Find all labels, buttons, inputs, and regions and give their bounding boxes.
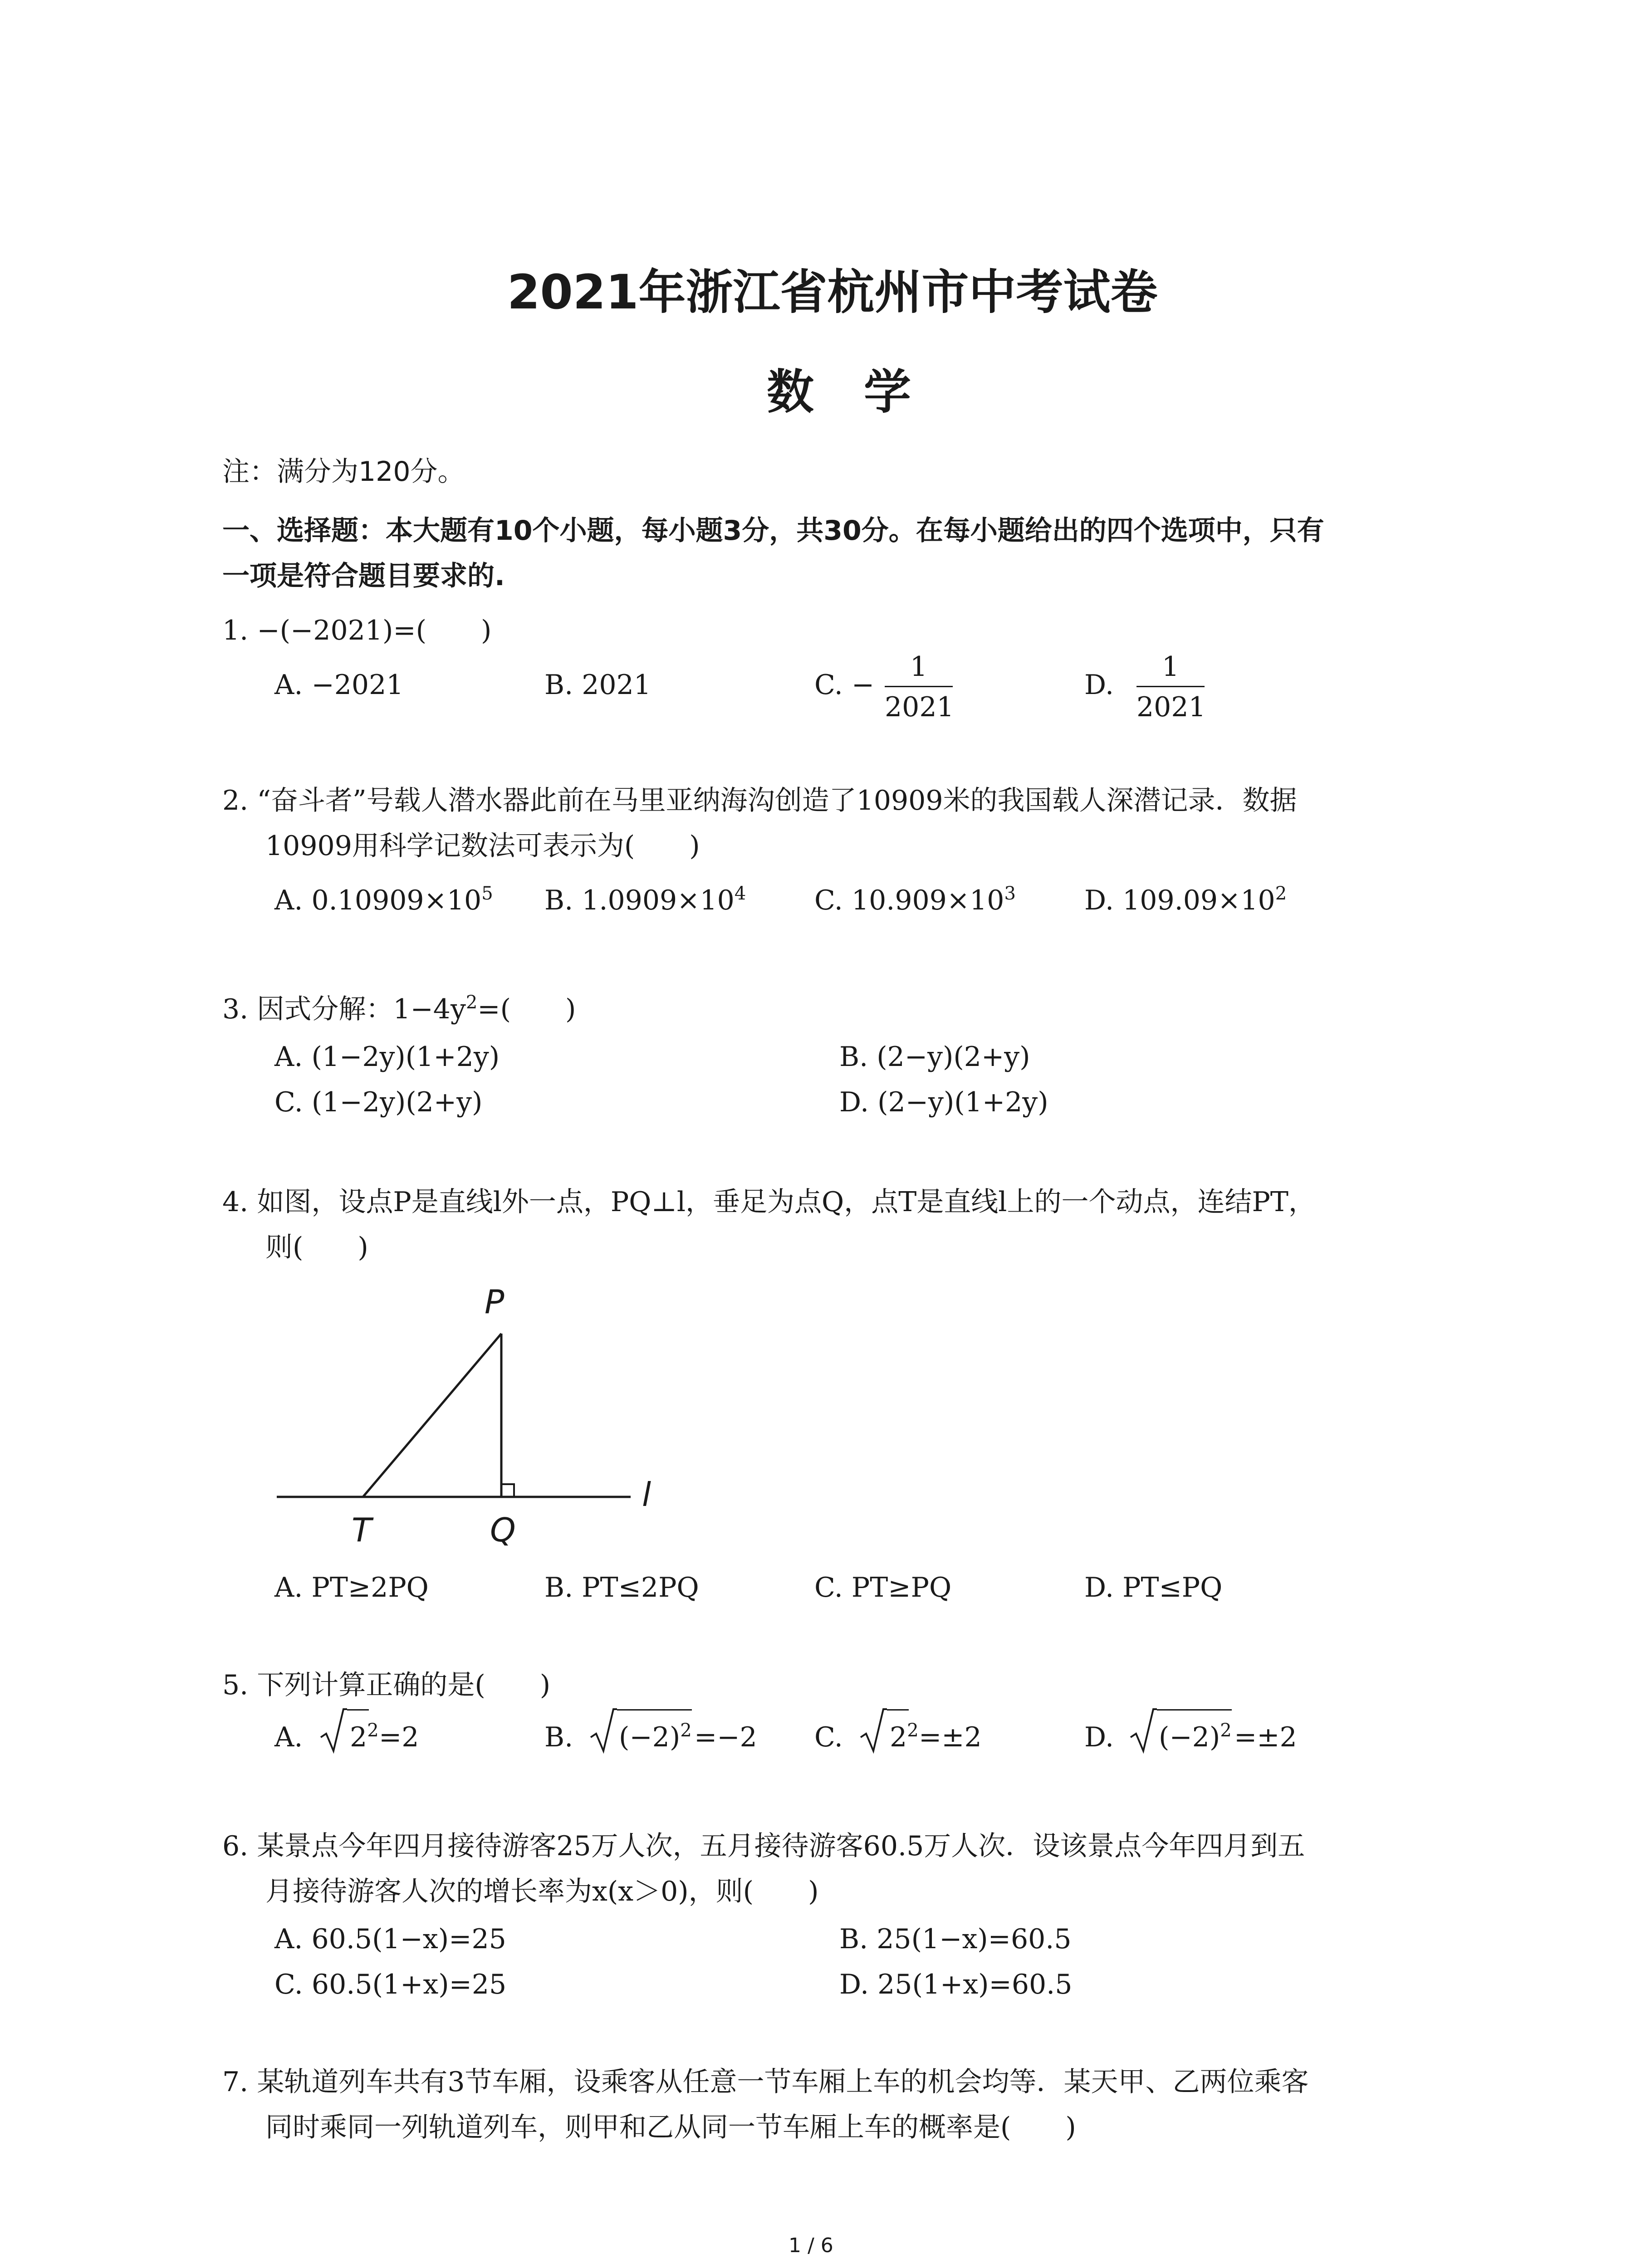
q5-option-b-label: B. <box>544 1721 573 1753</box>
q6-stem-line2: 月接待游客人次的增长率为x(x＞0)，则( ) <box>265 1876 819 1907</box>
sqrt-icon <box>590 1706 617 1755</box>
q4-stem-line1: 4. 如图，设点P是直线l外一点，PQ⊥l，垂足为点Q，点T是直线l上的一个动点，连结PT， <box>222 1186 1316 1218</box>
q2-stem-line2: 10909用科学记数法可表示为( ) <box>265 830 700 862</box>
radical-overline <box>887 1709 909 1711</box>
q5-option-a-label: A. <box>274 1721 303 1753</box>
label-q: Q <box>490 1511 516 1549</box>
q6-option-b: B. 25(1−x)=60.5 <box>839 1923 1072 1955</box>
q2-option-a: A. $0.10909\times 10^5$ <box>274 883 493 916</box>
subject-title: 数学 <box>767 364 961 420</box>
radical-overline <box>347 1709 369 1711</box>
q3-option-a: A. (1−2y)(1+2y) <box>274 1041 500 1073</box>
q1-option-c-fraction <box>885 653 953 721</box>
q7-stem-line1: 7. 某轨道列车共有3节车厢，设乘客从任意一节车厢上车的机会均等．某天甲、乙两位乘客 <box>222 2066 1309 2098</box>
q2-stem-line1: 2. “奋斗者”号载人潜水器此前在马里亚纳海沟创造了10909米的我国载人深潜记录．数据 <box>222 785 1297 816</box>
q3-option-b: B. (2−y)(2+y) <box>839 1041 1030 1073</box>
label-l: l <box>642 1476 652 1514</box>
q4-stem-line2: 则( ) <box>265 1232 368 1263</box>
q1-option-d-label: D. <box>1084 669 1114 701</box>
q1-option-a: A. −2021 <box>274 669 404 701</box>
q1-option-b: B. 2021 <box>544 669 651 701</box>
radical-overline <box>617 1709 692 1711</box>
q6-option-a: A. 60.5(1−x)=25 <box>274 1923 506 1955</box>
q1-option-d-fraction <box>1136 653 1205 721</box>
q4-option-d: D. PT≤PQ <box>1084 1572 1223 1603</box>
q5-a-result: =2 <box>379 1721 419 1753</box>
radical-overline <box>1157 1709 1232 1711</box>
q5-b-result: =−2 <box>694 1721 757 1753</box>
fraction-bar <box>1136 686 1205 687</box>
q1-c-denominator: 2021 <box>885 691 954 723</box>
q3-stem: 3. 因式分解：$1-4y^2=$( ) <box>222 992 576 1025</box>
segment-pt <box>363 1334 501 1497</box>
q1-c-numerator: 1 <box>910 651 928 683</box>
q1-d-denominator: 2021 <box>1136 691 1206 723</box>
right-angle-mark <box>501 1484 514 1497</box>
q5-stem: 5. 下列计算正确的是( ) <box>222 1669 551 1701</box>
geometry-figure <box>268 1279 676 1560</box>
q6-stem-line1: 6. 某景点今年四月接待游客25万人次，五月接待游客60.5万人次．设该景点今年四月到五 <box>222 1830 1305 1862</box>
q3-option-c: C. (1−2y)(2+y) <box>274 1086 483 1118</box>
q2-option-c: C. $10.909\times 10^3$ <box>814 883 1016 916</box>
score-note: 注：满分为120分。 <box>222 456 465 488</box>
q5-a-radicand: $2^2$ <box>350 1720 379 1753</box>
exam-title: 2021年浙江省杭州市中考试卷 <box>507 264 1158 320</box>
q5-d-result: =±2 <box>1234 1721 1297 1753</box>
section-heading-line2: 一项是符合题目要求的. <box>222 560 505 592</box>
q5-option-d-label: D. <box>1084 1721 1114 1753</box>
q4-option-b: B. PT≤2PQ <box>544 1572 699 1603</box>
q5-c-result: =±2 <box>919 1721 982 1753</box>
q6-option-d: D. 25(1+x)=60.5 <box>839 1969 1073 2000</box>
q7-stem-line2: 同时乘同一列轨道列车，则甲和乙从同一节车厢上车的概率是( ) <box>265 2112 1076 2143</box>
q5-d-radicand: $(-2)^2$ <box>1159 1720 1232 1753</box>
q1-d-numerator: 1 <box>1161 651 1180 683</box>
fraction-bar <box>885 686 953 687</box>
q2-option-d: D. $109.09\times 10^2$ <box>1084 883 1287 916</box>
q2-option-b: B. $1.0909\times 10^4$ <box>544 883 746 916</box>
section-heading-line1: 一、选择题：本大题有10个小题，每小题3分，共30分。在每小题给出的四个选项中，只有 <box>222 515 1324 547</box>
q6-option-c: C. 60.5(1+x)=25 <box>274 1969 507 2000</box>
q4-option-c: C. PT≥PQ <box>814 1572 952 1603</box>
q5-b-radicand: $(-2)^2$ <box>619 1720 692 1753</box>
q1-stem: 1. −(−2021)=( ) <box>222 615 492 646</box>
q3-option-d: D. (2−y)(1+2y) <box>839 1086 1048 1118</box>
q1-option-c-label: C. − <box>814 669 875 701</box>
label-t: T <box>352 1511 372 1549</box>
sqrt-icon <box>860 1706 887 1755</box>
sqrt-icon <box>1130 1706 1157 1755</box>
q4-option-a: A. PT≥2PQ <box>274 1572 429 1603</box>
q5-c-radicand: $2^2$ <box>890 1720 919 1753</box>
sqrt-icon <box>320 1706 347 1755</box>
label-p: P <box>485 1283 505 1321</box>
page-number: 1 / 6 <box>789 2234 833 2257</box>
q5-option-c-label: C. <box>814 1721 843 1753</box>
